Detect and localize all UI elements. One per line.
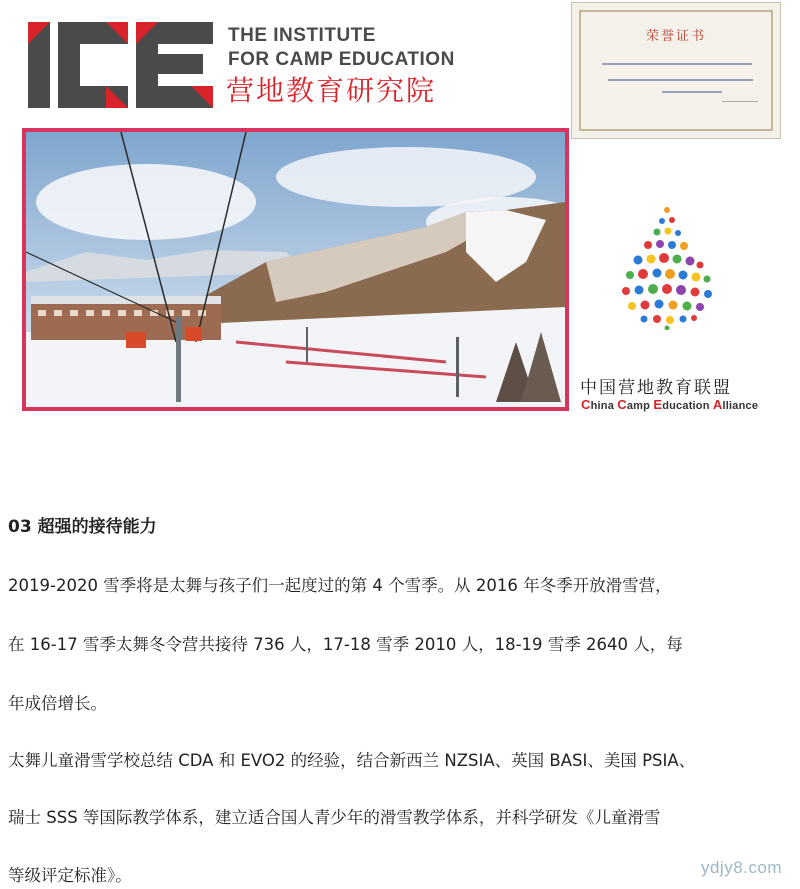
institute-name-en-line1: THE INSTITUTE xyxy=(228,25,376,46)
ski-resort-photo xyxy=(22,128,569,411)
paragraph-line: 太舞儿童滑雪学校总结 CDA 和 EVO2 的经验，结合新西兰 NZSIA、英国 BASI、美国 PSIA、 xyxy=(8,751,696,770)
ski-resort-illustration xyxy=(26,132,565,407)
honor-certificate xyxy=(571,2,781,139)
certificate-signature xyxy=(722,101,758,112)
paragraph-line: 年成倍增长。 xyxy=(8,694,107,713)
alliance-name-cap: E xyxy=(653,397,663,412)
alliance-logo xyxy=(612,205,722,330)
institute-name-en xyxy=(228,24,455,72)
paragraph-line: 2019-2020 雪季将是太舞与孩子们一起度过的第 4 个雪季。从 2016 年冬季开放滑雪营， xyxy=(8,576,672,595)
ice-logo xyxy=(28,22,213,108)
certificate-text-line xyxy=(602,63,752,65)
certificate-title: 荣誉证书 xyxy=(645,29,706,44)
alliance-name-cap: C xyxy=(581,397,591,412)
section-heading: 03 超强的接待能力 xyxy=(8,517,157,537)
certificate-text-line xyxy=(662,91,722,93)
alliance-name-en xyxy=(581,397,758,412)
paragraph-line: 瑞士 SSS 等国际教学体系，建立适合国人青少年的滑雪教学体系，并科学研发《儿童滑雪 xyxy=(8,808,661,827)
watermark: ydjy8.com xyxy=(700,858,782,877)
alliance-name-rest: ducation xyxy=(662,400,713,412)
alliance-name-cap: C xyxy=(617,397,627,412)
paragraph-line: 在 16-17 雪季太舞冬令营共接待 736 人，17-18 雪季 2010 人，18-19 雪季 2640 人，每 xyxy=(8,635,683,654)
alliance-name-rest: amp xyxy=(626,400,654,412)
alliance-name-rest: lliance xyxy=(722,400,759,412)
alliance-name-rest: hina xyxy=(590,400,618,412)
alliance-name-cap: A xyxy=(712,397,723,412)
institute-name-zh: 营地教育研究院 xyxy=(226,74,437,107)
paragraph-line: 等级评定标准》。 xyxy=(8,866,132,885)
alliance-name-zh: 中国营地教育联盟 xyxy=(580,378,732,398)
institute-name-en-line2: FOR CAMP EDUCATION xyxy=(228,49,455,70)
certificate-text-line xyxy=(608,79,753,81)
